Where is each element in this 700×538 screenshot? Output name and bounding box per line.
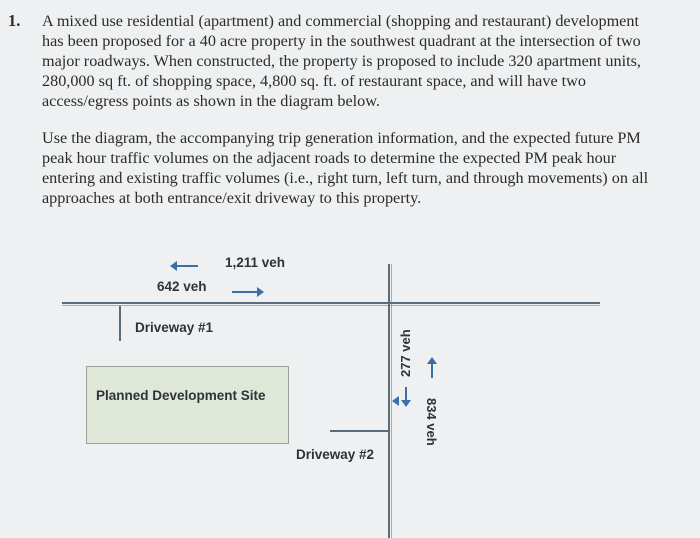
westbound-volume: 642 veh [157,279,207,294]
paragraph-instructions [42,128,682,208]
paragraph-line: 280,000 sq ft. of shopping space, 4,800 sq. ft. of restaurant space, and will have two [42,72,586,90]
site-diagram [0,240,700,538]
southbound-arrow-icon [398,400,400,402]
development-site-area [86,366,289,444]
southbound-arrowhead-icon [401,400,411,407]
driveway2-label: Driveway #2 [296,447,375,462]
northbound-volume: 834 veh [424,398,439,446]
problem-number: 1. [8,11,21,30]
paragraph-line: access/egress points as shown in the diagram below. [42,92,380,110]
westbound-arrow-icon [176,265,198,267]
eastbound-arrow-icon [232,291,258,293]
paragraph-line: approaches at both entrance/exit driveway to this property. [42,189,422,207]
driveway1-line [119,306,121,341]
driveway1-label: Driveway #1 [135,320,214,335]
paragraph-line: peak hour traffic volumes on the adjacent roads to determine the expected PM peak hour [42,149,617,167]
site-label: Planned Development Site [96,388,266,403]
southbound-arrow-icon [405,387,407,401]
paragraph-description [42,11,682,111]
southbound-volume: 277 veh [398,329,413,377]
vertical-road-line [388,264,390,538]
paragraph-line: has been proposed for a 40 acre property in the southwest quadrant at the intersection of two [42,32,641,50]
eastbound-volume: 1,211 veh [225,255,286,270]
paragraph-line: A mixed use residential (apartment) and commercial (shopping and restaurant) development [42,12,639,30]
paragraph-line: Use the diagram, the accompanying trip generation information, and the expected future PM [42,129,641,147]
horizontal-road-line [62,302,600,304]
horizontal-road-line [62,305,600,306]
paragraph-line: major roadways. When constructed, the property is proposed to include 320 apartment units, [42,52,641,70]
driveway2-line [330,430,388,432]
paragraph-line: entering and existing traffic volumes (i.e., right turn, left turn, and through movements) on all [42,169,649,187]
northbound-arrow-icon [431,364,433,378]
northbound-arrowhead-icon [427,357,437,364]
